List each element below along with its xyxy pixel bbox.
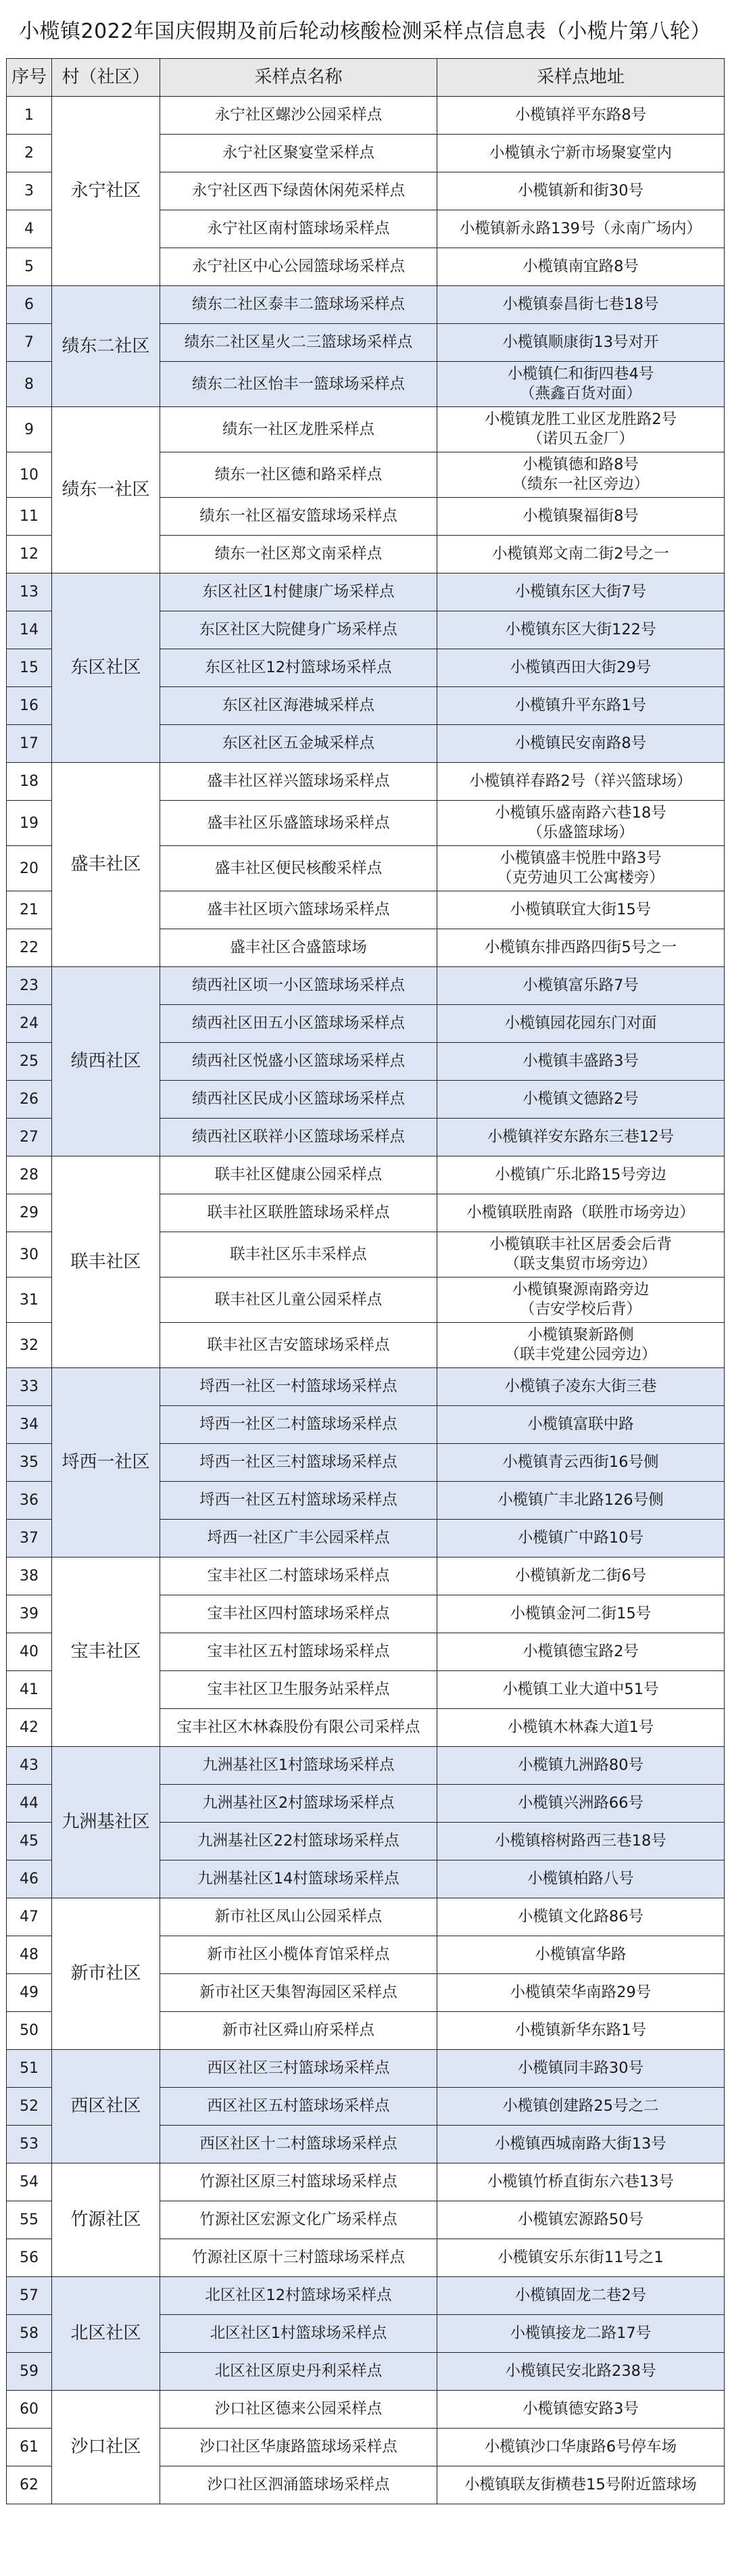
address-cell (437, 286, 725, 324)
table-row (7, 2050, 725, 2088)
address-line: 小榄镇金河二街15号 (510, 1605, 652, 1622)
address-line: 小榄镇西田大街29号 (510, 659, 652, 676)
site-name-cell: 西区社区五村篮球场采样点 (160, 2088, 437, 2126)
site-name-cell: 绩东一社区龙胜采样点 (160, 407, 437, 452)
address-line: 小榄镇南宜路8号 (522, 258, 639, 275)
address-cell (437, 1156, 725, 1194)
village-cell: 沙口社区 (52, 2391, 160, 2504)
site-name-cell: 绩东二社区星火二三篮球场采样点 (160, 324, 437, 362)
header-site: 采样点名称 (160, 59, 437, 97)
table-row (7, 1156, 725, 1194)
site-name-cell: 沙口社区华康路篮球场采样点 (160, 2429, 437, 2466)
site-name-cell: 盛丰社区祥兴篮球场采样点 (160, 763, 437, 801)
site-name-cell: 宝丰社区木林森股份有限公司采样点 (160, 1709, 437, 1747)
address-line: 小榄镇新永路139号（永南广场内） (460, 220, 702, 237)
address-line: 小榄镇沙口华康路6号停车场 (484, 2438, 677, 2456)
address-cell (437, 611, 725, 649)
address-cell (437, 725, 725, 763)
row-number: 16 (7, 687, 52, 725)
address-cell (437, 135, 725, 172)
table-row (7, 967, 725, 1005)
village-cell: 东区社区 (52, 573, 160, 763)
site-name-cell: 九洲基社区1村篮球场采样点 (160, 1747, 437, 1785)
village-cell: 联丰社区 (52, 1156, 160, 1368)
table-row (7, 1558, 725, 1595)
address-line: （联丰党建公园旁边） (504, 1346, 657, 1363)
address-line: 小榄镇盛丰悦胜中路3号 (500, 849, 662, 867)
address-cell (437, 2088, 725, 2126)
row-number: 57 (7, 2277, 52, 2315)
site-name-cell: 绩东二社区泰丰二篮球场采样点 (160, 286, 437, 324)
address-line: 小榄镇竹桥直街东六巷13号 (487, 2173, 675, 2191)
address-line: 小榄镇新龙二街6号 (514, 1567, 647, 1585)
site-name-cell: 九洲基社区14村篮球场采样点 (160, 1860, 437, 1898)
address-cell (437, 1860, 725, 1898)
address-cell (437, 1558, 725, 1595)
table-row (7, 2391, 725, 2429)
site-name-cell: 绩西社区顷一小区篮球场采样点 (160, 967, 437, 1005)
site-name-cell: 埒西一社区五村篮球场采样点 (160, 1482, 437, 1520)
row-number: 58 (7, 2315, 52, 2353)
address-line: 小榄镇榕树路西三巷18号 (495, 1832, 666, 1850)
site-name-cell: 永宁社区聚宴堂采样点 (160, 135, 437, 172)
row-number: 42 (7, 1709, 52, 1747)
address-cell (437, 1368, 725, 1406)
village-cell: 北区社区 (52, 2277, 160, 2391)
row-number: 30 (7, 1232, 52, 1278)
address-line: （绩东一社区旁边） (512, 475, 650, 493)
address-line: 小榄镇民安北路238号 (505, 2362, 656, 2380)
address-line: 小榄镇园花园东门对面 (504, 1014, 657, 1032)
site-name-cell: 联丰社区联胜篮球场采样点 (160, 1194, 437, 1232)
address-line: 小榄镇东区大街122号 (505, 621, 656, 638)
village-cell: 永宁社区 (52, 97, 160, 286)
village-cell: 新市社区 (52, 1898, 160, 2050)
address-line: 小榄镇郑文南二街2号之一 (492, 545, 669, 563)
row-number: 36 (7, 1482, 52, 1520)
address-line: 小榄镇德宝路2号 (522, 1643, 639, 1660)
address-cell (437, 1823, 725, 1860)
row-number: 41 (7, 1671, 52, 1709)
address-cell (437, 2315, 725, 2353)
address-line: （联支集贸市场旁边） (504, 1255, 657, 1273)
table-row (7, 573, 725, 611)
address-cell (437, 649, 725, 687)
address-line: 小榄镇创建路25号之二 (502, 2097, 659, 2115)
row-number: 59 (7, 2353, 52, 2391)
row-number: 45 (7, 1823, 52, 1860)
address-cell (437, 452, 725, 498)
address-line: 小榄镇东区大街7号 (514, 583, 647, 601)
site-name-cell: 盛丰社区乐盛篮球场采样点 (160, 801, 437, 846)
address-line: 小榄镇祥平东路8号 (514, 106, 647, 124)
site-name-cell: 东区社区1村健康广场采样点 (160, 573, 437, 611)
address-cell (437, 1633, 725, 1671)
address-cell (437, 967, 725, 1005)
row-number: 21 (7, 891, 52, 929)
address-line: 小榄镇丰盛路3号 (522, 1052, 639, 1070)
address-line: 小榄镇木林森大道1号 (507, 1718, 654, 1736)
address-line: 小榄镇文德路2号 (522, 1090, 639, 1108)
address-line: 小榄镇文化路86号 (517, 1908, 644, 1925)
site-name-cell: 永宁社区中心公园篮球场采样点 (160, 248, 437, 286)
address-cell (437, 2277, 725, 2315)
site-name-cell: 绩西社区悦盛小区篮球场采样点 (160, 1043, 437, 1081)
site-name-cell: 东区社区五金城采样点 (160, 725, 437, 763)
table-row (7, 2163, 725, 2201)
address-cell (437, 97, 725, 135)
site-name-cell: 永宁社区南村篮球场采样点 (160, 210, 437, 248)
address-cell (437, 362, 725, 407)
address-cell (437, 801, 725, 846)
address-line: 小榄镇广丰北路126号侧 (497, 1491, 664, 1509)
row-number: 2 (7, 135, 52, 172)
row-number: 44 (7, 1785, 52, 1823)
village-cell: 西区社区 (52, 2050, 160, 2163)
address-line: 小榄镇乐盛南路六巷18号 (495, 804, 666, 822)
header-no: 序号 (7, 59, 52, 97)
address-line: 小榄镇西城南路大街13号 (495, 2135, 666, 2153)
site-name-cell: 宝丰社区二村篮球场采样点 (160, 1558, 437, 1595)
table-row (7, 763, 725, 801)
address-cell (437, 2429, 725, 2466)
site-name-cell: 新市社区小榄体育馆采样点 (160, 1936, 437, 1974)
village-cell: 九洲基社区 (52, 1747, 160, 1898)
row-number: 8 (7, 362, 52, 407)
table-row (7, 97, 725, 135)
table-row (7, 407, 725, 452)
site-name-cell: 埒西一社区二村篮球场采样点 (160, 1406, 437, 1444)
address-cell (437, 2391, 725, 2429)
row-number: 13 (7, 573, 52, 611)
address-line: 小榄镇工业大道中51号 (502, 1681, 659, 1698)
address-cell (437, 1444, 725, 1482)
site-name-cell: 竹源社区宏源文化广场采样点 (160, 2201, 437, 2239)
row-number: 60 (7, 2391, 52, 2429)
row-number: 19 (7, 801, 52, 846)
site-name-cell: 联丰社区吉安篮球场采样点 (160, 1323, 437, 1368)
address-line: 小榄镇广中路10号 (517, 1529, 644, 1547)
row-number: 49 (7, 1974, 52, 2012)
address-line: 小榄镇永宁新市场聚宴堂内 (489, 144, 672, 162)
row-number: 1 (7, 97, 52, 135)
table-header-row (7, 59, 725, 97)
village-cell: 竹源社区 (52, 2163, 160, 2277)
site-name-cell: 西区社区三村篮球场采样点 (160, 2050, 437, 2088)
village-cell: 绩东一社区 (52, 407, 160, 573)
address-line: 小榄镇升平东路1号 (514, 697, 647, 714)
village-cell: 绩东二社区 (52, 286, 160, 407)
address-cell (437, 324, 725, 362)
row-number: 25 (7, 1043, 52, 1081)
address-cell (437, 573, 725, 611)
row-number: 20 (7, 846, 52, 891)
row-number: 18 (7, 763, 52, 801)
address-line: 小榄镇固龙二巷2号 (514, 2287, 647, 2304)
address-cell (437, 2012, 725, 2050)
row-number: 17 (7, 725, 52, 763)
address-line: 小榄镇广乐北路15号旁边 (495, 1166, 666, 1184)
site-name-cell: 宝丰社区卫生服务站采样点 (160, 1671, 437, 1709)
table-row (7, 2277, 725, 2315)
address-line: 小榄镇兴洲路66号 (517, 1794, 644, 1812)
row-number: 51 (7, 2050, 52, 2088)
address-line: （燕鑫百货对面） (519, 385, 641, 402)
address-cell (437, 1898, 725, 1936)
site-name-cell: 东区社区12村篮球场采样点 (160, 649, 437, 687)
address-line: 小榄镇柏路八号 (527, 1870, 634, 1888)
row-number: 28 (7, 1156, 52, 1194)
address-line: （克劳迪贝工公寓楼旁） (497, 869, 664, 887)
address-cell (437, 2126, 725, 2163)
address-line: 小榄镇祥安东路东三巷12号 (487, 1128, 675, 1146)
address-line: 小榄镇联友街横巷15号附近篮球场 (464, 2476, 697, 2493)
site-name-cell: 竹源社区原三村篮球场采样点 (160, 2163, 437, 2201)
site-name-cell: 联丰社区乐丰采样点 (160, 1232, 437, 1278)
row-number: 27 (7, 1119, 52, 1156)
row-number: 55 (7, 2201, 52, 2239)
header-village: 村（社区） (52, 59, 160, 97)
site-name-cell: 宝丰社区四村篮球场采样点 (160, 1595, 437, 1633)
row-number: 5 (7, 248, 52, 286)
row-number: 53 (7, 2126, 52, 2163)
header-address: 采样点地址 (437, 59, 725, 97)
site-name-cell: 沙口社区德来公园采样点 (160, 2391, 437, 2429)
address-line: 小榄镇富乐路7号 (522, 977, 639, 994)
row-number: 34 (7, 1406, 52, 1444)
row-number: 50 (7, 2012, 52, 2050)
address-line: 小榄镇东排西路四街5号之一 (484, 939, 677, 956)
address-cell (437, 2353, 725, 2391)
address-line: （乐盛篮球场） (527, 824, 634, 841)
address-line: 小榄镇新华东路1号 (514, 2021, 647, 2039)
address-line: 小榄镇顺康街13号对开 (502, 333, 659, 351)
table-row (7, 1368, 725, 1406)
address-cell (437, 1747, 725, 1785)
row-number: 54 (7, 2163, 52, 2201)
address-cell (437, 172, 725, 210)
address-line: 小榄镇九洲路80号 (517, 1756, 644, 1774)
site-name-cell: 埒西一社区一村篮球场采样点 (160, 1368, 437, 1406)
address-line: 小榄镇德和路8号 (522, 456, 639, 473)
address-line: 小榄镇泰昌街七巷18号 (502, 296, 659, 313)
row-number: 61 (7, 2429, 52, 2466)
row-number: 12 (7, 536, 52, 573)
address-line: 小榄镇富联中路 (527, 1415, 634, 1433)
address-line: 小榄镇联胜南路（联胜市场旁边） (466, 1204, 695, 1221)
site-name-cell: 东区社区大院健身广场采样点 (160, 611, 437, 649)
row-number: 24 (7, 1005, 52, 1043)
table-body (7, 97, 725, 2504)
address-line: 小榄镇聚源南路旁边 (512, 1281, 650, 1298)
site-name-cell: 联丰社区儿童公园采样点 (160, 1278, 437, 1323)
site-name-cell: 绩东一社区福安篮球场采样点 (160, 498, 437, 536)
site-name-cell: 九洲基社区22村篮球场采样点 (160, 1823, 437, 1860)
row-number: 37 (7, 1520, 52, 1558)
site-name-cell: 埒西一社区三村篮球场采样点 (160, 1444, 437, 1482)
site-name-cell: 竹源社区原十三村篮球场采样点 (160, 2239, 437, 2277)
address-cell (437, 2239, 725, 2277)
site-name-cell: 绩西社区田五小区篮球场采样点 (160, 1005, 437, 1043)
address-line: 小榄镇青云西街16号侧 (502, 1453, 659, 1471)
address-cell (437, 1232, 725, 1278)
site-name-cell: 绩西社区联祥小区篮球场采样点 (160, 1119, 437, 1156)
site-name-cell: 盛丰社区顷六篮球场采样点 (160, 891, 437, 929)
site-name-cell: 盛丰社区合盛篮球场 (160, 929, 437, 967)
address-cell (437, 1482, 725, 1520)
address-line: 小榄镇聚福街8号 (522, 507, 639, 525)
site-name-cell: 新市社区凤山公园采样点 (160, 1898, 437, 1936)
row-number: 15 (7, 649, 52, 687)
address-cell (437, 407, 725, 452)
address-cell (437, 687, 725, 725)
site-name-cell: 宝丰社区五村篮球场采样点 (160, 1633, 437, 1671)
site-name-cell: 东区社区海港城采样点 (160, 687, 437, 725)
address-line: 小榄镇祥春路2号（祥兴篮球场） (469, 772, 692, 790)
site-name-cell: 永宁社区西下绿茵休闲苑采样点 (160, 172, 437, 210)
row-number: 56 (7, 2239, 52, 2277)
address-cell (437, 1043, 725, 1081)
site-name-cell: 新市社区天集智海园区采样点 (160, 1974, 437, 2012)
address-cell (437, 2050, 725, 2088)
table-row (7, 1898, 725, 1936)
village-cell: 绩西社区 (52, 967, 160, 1156)
address-line: 小榄镇民安南路8号 (514, 734, 647, 752)
site-name-cell: 沙口社区泗涌篮球场采样点 (160, 2466, 437, 2504)
address-line: 小榄镇荣华南路29号 (510, 1984, 652, 2001)
row-number: 4 (7, 210, 52, 248)
site-name-cell: 北区社区1村篮球场采样点 (160, 2315, 437, 2353)
address-line: 小榄镇仁和街四巷4号 (507, 365, 654, 383)
row-number: 47 (7, 1898, 52, 1936)
address-cell (437, 1278, 725, 1323)
row-number: 52 (7, 2088, 52, 2126)
address-line: 小榄镇富华路 (535, 1946, 627, 1963)
row-number: 32 (7, 1323, 52, 1368)
row-number: 33 (7, 1368, 52, 1406)
address-cell (437, 1005, 725, 1043)
address-line: 小榄镇子凌东大街三巷 (504, 1378, 657, 1395)
address-cell (437, 1595, 725, 1633)
row-number: 7 (7, 324, 52, 362)
address-line: 小榄镇同丰路30号 (517, 2059, 644, 2077)
address-cell (437, 1520, 725, 1558)
site-name-cell: 绩东二社区怡丰一篮球场采样点 (160, 362, 437, 407)
address-line: （吉安学校后背） (519, 1301, 641, 1318)
address-line: 小榄镇新和街30号 (517, 182, 644, 200)
site-name-cell: 盛丰社区便民核酸采样点 (160, 846, 437, 891)
site-name-cell: 绩东一社区德和路采样点 (160, 452, 437, 498)
row-number: 22 (7, 929, 52, 967)
address-cell (437, 929, 725, 967)
address-line: 小榄镇联丰社区居委会后背 (489, 1236, 672, 1253)
address-line: （诺贝五金厂） (527, 430, 634, 448)
address-cell (437, 1406, 725, 1444)
address-cell (437, 1323, 725, 1368)
address-cell (437, 846, 725, 891)
address-line: 小榄镇接龙二路17号 (510, 2324, 652, 2342)
site-name-cell: 绩西社区民成小区篮球场采样点 (160, 1081, 437, 1119)
row-number: 10 (7, 452, 52, 498)
address-cell (437, 763, 725, 801)
address-cell (437, 1936, 725, 1974)
address-cell (437, 2466, 725, 2504)
row-number: 39 (7, 1595, 52, 1633)
row-number: 40 (7, 1633, 52, 1671)
site-name-cell: 联丰社区健康公园采样点 (160, 1156, 437, 1194)
address-cell (437, 1974, 725, 2012)
row-number: 14 (7, 611, 52, 649)
address-cell (437, 1194, 725, 1232)
site-name-cell: 西区社区十二村篮球场采样点 (160, 2126, 437, 2163)
row-number: 62 (7, 2466, 52, 2504)
row-number: 43 (7, 1747, 52, 1785)
village-cell: 宝丰社区 (52, 1558, 160, 1747)
address-line: 小榄镇宏源路50号 (517, 2211, 644, 2228)
address-line: 小榄镇德安路3号 (522, 2400, 639, 2418)
row-number: 29 (7, 1194, 52, 1232)
village-cell: 埒西一社区 (52, 1368, 160, 1558)
village-cell: 盛丰社区 (52, 763, 160, 967)
site-name-cell: 北区社区12村篮球场采样点 (160, 2277, 437, 2315)
address-cell (437, 1119, 725, 1156)
row-number: 48 (7, 1936, 52, 1974)
address-cell (437, 248, 725, 286)
address-line: 小榄镇安乐东街11号之1 (497, 2249, 664, 2266)
row-number: 46 (7, 1860, 52, 1898)
row-number: 35 (7, 1444, 52, 1482)
address-cell (437, 498, 725, 536)
table-row (7, 286, 725, 324)
address-cell (437, 210, 725, 248)
site-name-cell: 新市社区舜山府采样点 (160, 2012, 437, 2050)
address-cell (437, 1081, 725, 1119)
address-line: 小榄镇联宜大街15号 (510, 901, 652, 918)
page-title: 小榄镇2022年国庆假期及前后轮动核酸检测采样点信息表（小榄片第八轮） (19, 20, 711, 43)
site-name-cell: 北区社区原史丹利采样点 (160, 2353, 437, 2391)
address-line: 小榄镇聚新路侧 (527, 1326, 634, 1344)
table-row (7, 1747, 725, 1785)
row-number: 9 (7, 407, 52, 452)
address-cell (437, 2163, 725, 2201)
address-cell (437, 2201, 725, 2239)
address-cell (437, 1785, 725, 1823)
sampling-site-table (6, 58, 725, 2504)
site-name-cell: 埒西一社区广丰公园采样点 (160, 1520, 437, 1558)
row-number: 26 (7, 1081, 52, 1119)
address-cell (437, 536, 725, 573)
row-number: 11 (7, 498, 52, 536)
row-number: 38 (7, 1558, 52, 1595)
site-name-cell: 绩东一社区郑文南采样点 (160, 536, 437, 573)
address-cell (437, 1709, 725, 1747)
site-name-cell: 九洲基社区2村篮球场采样点 (160, 1785, 437, 1823)
row-number: 23 (7, 967, 52, 1005)
site-name-cell: 永宁社区螺沙公园采样点 (160, 97, 437, 135)
row-number: 6 (7, 286, 52, 324)
row-number: 31 (7, 1278, 52, 1323)
address-cell (437, 1671, 725, 1709)
address-cell (437, 891, 725, 929)
row-number: 3 (7, 172, 52, 210)
address-line: 小榄镇龙胜工业区龙胜路2号 (484, 411, 677, 428)
